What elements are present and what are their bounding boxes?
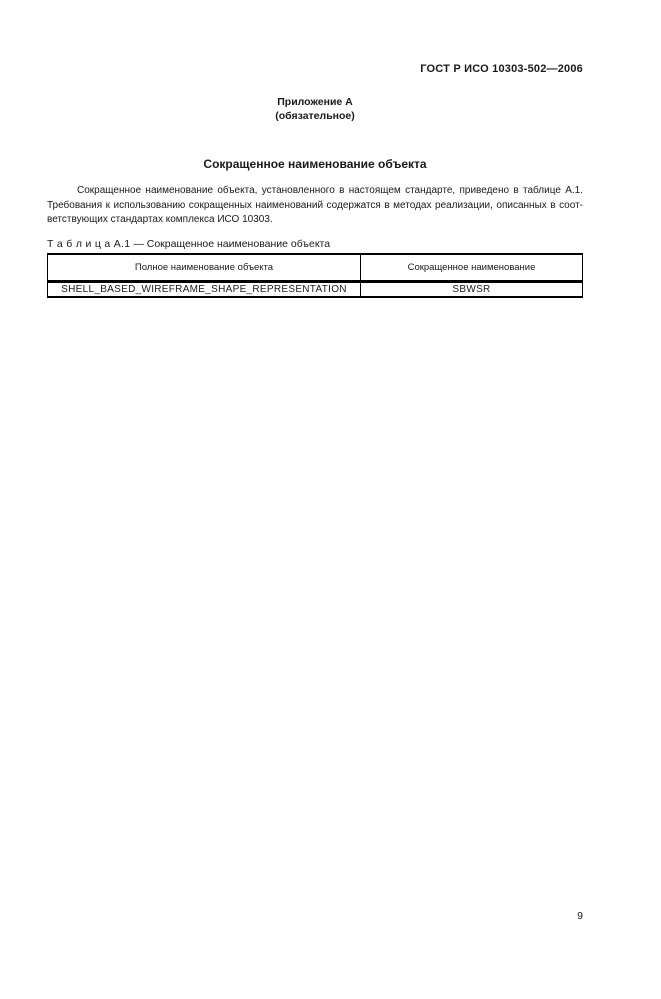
abbreviation-table bbox=[47, 253, 583, 298]
doc-header-code: ГОСТ Р ИСО 10303-502—2006 bbox=[420, 63, 583, 75]
table-row bbox=[48, 282, 583, 298]
page-number: 9 bbox=[577, 910, 583, 922]
table-header-full-name: Полное наименование объекта bbox=[48, 254, 361, 282]
paragraph-line: ветствующих стандартах комплекса ИСО 10303. bbox=[47, 214, 273, 226]
appendix-heading bbox=[47, 96, 583, 123]
body-paragraph bbox=[47, 184, 583, 228]
table-caption bbox=[47, 238, 583, 251]
appendix-subtitle: (обязательное) bbox=[275, 109, 355, 122]
paragraph-line: Требования к использованию сокращенных наименований содержатся в методах реализации, описанных в соот- bbox=[47, 199, 583, 211]
section-title: Сокращенное наименование объекта bbox=[203, 157, 427, 171]
table-cell-full-name: SHELL_BASED_WIREFRAME_SHAPE_REPRESENTATION bbox=[48, 282, 361, 298]
table-cell-abbreviation: SBWSR bbox=[360, 282, 582, 298]
appendix-title: Приложение А bbox=[277, 96, 353, 108]
paragraph-line: Сокращенное наименование объекта, установленного в настоящем стандарте, приведено в таблице А.1. bbox=[77, 185, 583, 196]
table-header-abbreviation: Сокращенное наименование bbox=[360, 254, 582, 282]
table-caption-label: Т а б л и ц а А.1 bbox=[47, 238, 131, 251]
table-caption-text: — Сокращенное наименование объекта bbox=[133, 238, 331, 251]
table-header-row bbox=[48, 254, 583, 282]
document-page bbox=[0, 63, 661, 999]
